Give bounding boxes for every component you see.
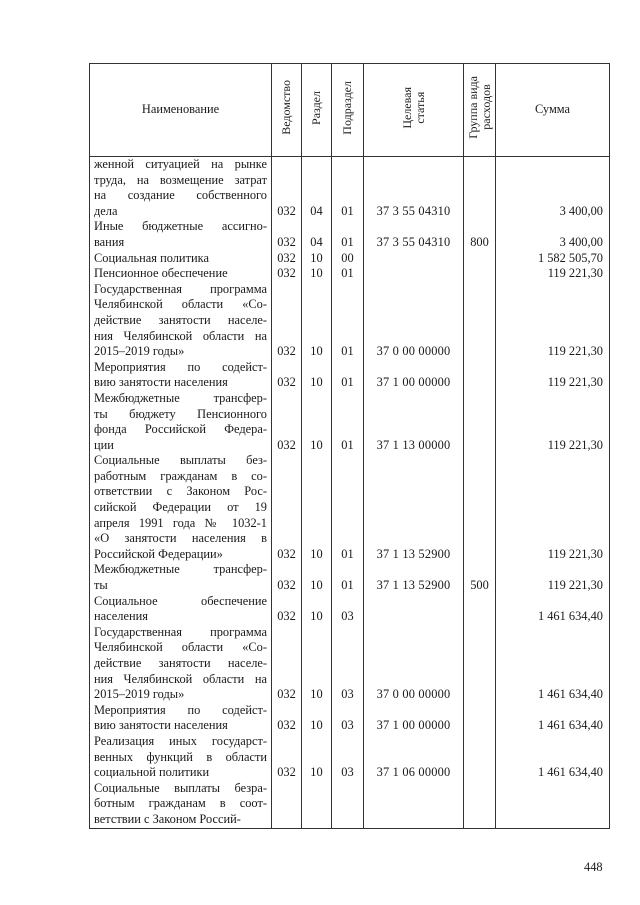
row-vedomstvo: 032	[272, 282, 302, 360]
row-podrazdel: 01	[332, 157, 364, 220]
row-vedomstvo: 032	[272, 625, 302, 703]
table-row	[90, 251, 610, 267]
header-gruppa-vida: Группа вида расходов	[464, 64, 496, 157]
header-name: Наименование	[90, 64, 272, 157]
row-gruppa-vida	[464, 157, 496, 220]
row-name-line: вию занятости населения	[94, 375, 228, 390]
row-name-line: труда, на возмещение затрат	[94, 172, 267, 187]
row-name-line: Мероприятия по содейст-	[94, 702, 267, 717]
table-row	[90, 703, 610, 734]
page-number: 448	[584, 860, 603, 874]
row-podrazdel: 01	[332, 360, 364, 391]
row-name-line: действие занятости населе-	[94, 656, 267, 670]
row-podrazdel	[332, 781, 364, 828]
row-celevaya-statya	[364, 594, 464, 625]
row-name-line: ния Челябинской области на	[94, 671, 267, 686]
row-gruppa-vida	[464, 453, 496, 562]
row-podrazdel: 01	[332, 562, 364, 593]
row-celevaya-statya: 37 3 55 04310	[364, 157, 464, 220]
row-podrazdel: 01	[332, 391, 364, 453]
row-vedomstvo: 032	[272, 266, 302, 282]
table-row	[90, 594, 610, 625]
header-summa: Сумма	[496, 64, 610, 157]
row-summa: 1 461 634,40	[496, 625, 610, 703]
row-podrazdel: 03	[332, 734, 364, 781]
header-razdel: Раздел	[302, 64, 332, 157]
row-name-line: сийской Федерации от 19	[94, 500, 267, 515]
header-celevaya-statya: Целевая статья	[364, 64, 464, 157]
table-row	[90, 391, 610, 453]
row-celevaya-statya	[364, 266, 464, 282]
row-razdel: 10	[302, 562, 332, 593]
row-name-line: ния Челябинской области на	[94, 328, 267, 343]
table-row	[90, 562, 610, 593]
row-gruppa-vida: 500	[464, 562, 496, 593]
row-podrazdel: 01	[332, 266, 364, 282]
table-row	[90, 157, 610, 220]
row-name	[90, 157, 272, 220]
row-name-line: дела	[94, 203, 118, 218]
row-name	[90, 594, 272, 625]
row-gruppa-vida: 800	[464, 219, 496, 250]
row-name-line: апреля 1991 года № 1032-1	[94, 515, 267, 530]
row-razdel: 10	[302, 734, 332, 781]
row-vedomstvo	[272, 781, 302, 828]
row-celevaya-statya: 37 1 00 00000	[364, 360, 464, 391]
row-name-line: ответствии с Законом Рос-	[94, 484, 267, 499]
row-summa	[496, 781, 610, 828]
row-name-line: ты	[94, 578, 108, 593]
row-razdel: 10	[302, 703, 332, 734]
row-name-line: Социальное обеспечение	[94, 593, 267, 608]
row-celevaya-statya: 37 1 13 52900	[364, 453, 464, 562]
row-name-line: социальной политики	[94, 765, 210, 780]
row-celevaya-statya: 37 1 06 00000	[364, 734, 464, 781]
row-name-line: населения	[94, 609, 148, 624]
header-podrazdel: Подраздел	[332, 64, 364, 157]
row-name	[90, 781, 272, 828]
row-name-line: работным гражданам в со-	[94, 468, 267, 483]
row-summa: 119 221,30	[496, 360, 610, 391]
row-razdel: 10	[302, 360, 332, 391]
row-podrazdel: 03	[332, 594, 364, 625]
row-name	[90, 703, 272, 734]
row-gruppa-vida	[464, 360, 496, 391]
table-header-row	[90, 64, 610, 157]
row-vedomstvo: 032	[272, 703, 302, 734]
row-name-line: Социальная политика	[94, 250, 209, 265]
row-name-line: Межбюджетные трансфер-	[94, 562, 267, 577]
row-name-line: Иные бюджетные ассигно-	[94, 219, 267, 234]
row-vedomstvo: 032	[272, 594, 302, 625]
table-row	[90, 734, 610, 781]
row-razdel: 10	[302, 282, 332, 360]
row-name	[90, 391, 272, 453]
row-podrazdel: 03	[332, 703, 364, 734]
row-name-line: вию занятости населения	[94, 718, 228, 733]
row-name	[90, 219, 272, 250]
row-gruppa-vida	[464, 734, 496, 781]
row-podrazdel: 01	[332, 282, 364, 360]
row-name-line: ветствии с Законом Россий-	[94, 811, 241, 826]
row-summa: 119 221,30	[496, 453, 610, 562]
row-name-line: Государственная программа	[94, 624, 267, 639]
table-row	[90, 781, 610, 828]
row-name	[90, 734, 272, 781]
table-row	[90, 266, 610, 282]
row-name-line: венных функций в области	[94, 749, 267, 764]
row-celevaya-statya: 37 0 00 00000	[364, 625, 464, 703]
row-celevaya-statya	[364, 781, 464, 828]
row-name-line: ботным гражданам в соот-	[94, 796, 267, 811]
row-name-line: 2015–2019 годы»	[94, 687, 185, 702]
row-celevaya-statya: 37 1 00 00000	[364, 703, 464, 734]
row-name	[90, 562, 272, 593]
row-gruppa-vida	[464, 781, 496, 828]
row-name	[90, 282, 272, 360]
row-summa: 1 461 634,40	[496, 594, 610, 625]
row-name-line: Челябинской области «Со-	[94, 297, 267, 312]
row-summa: 1 461 634,40	[496, 703, 610, 734]
row-name-line: вания	[94, 234, 125, 249]
row-razdel: 04	[302, 157, 332, 220]
row-summa: 1 582 505,70	[496, 251, 610, 267]
table-row	[90, 219, 610, 250]
row-gruppa-vida	[464, 594, 496, 625]
row-name-line: «О занятости населения в	[94, 531, 267, 546]
row-podrazdel: 01	[332, 453, 364, 562]
row-celevaya-statya	[364, 251, 464, 267]
row-celevaya-statya: 37 0 00 00000	[364, 282, 464, 360]
row-name-line: Государственная программа	[94, 281, 267, 296]
row-name-line: Челябинской области «Со-	[94, 640, 267, 655]
row-summa: 119 221,30	[496, 391, 610, 453]
table-row	[90, 360, 610, 391]
row-name	[90, 625, 272, 703]
row-celevaya-statya: 37 1 13 52900	[364, 562, 464, 593]
row-name	[90, 360, 272, 391]
row-vedomstvo: 032	[272, 453, 302, 562]
row-podrazdel: 01	[332, 219, 364, 250]
row-podrazdel: 03	[332, 625, 364, 703]
row-vedomstvo: 032	[272, 219, 302, 250]
row-vedomstvo: 032	[272, 157, 302, 220]
row-name-line: Пенсионное обеспечение	[94, 266, 228, 281]
table-row	[90, 453, 610, 562]
row-razdel: 10	[302, 391, 332, 453]
row-celevaya-statya: 37 3 55 04310	[364, 219, 464, 250]
row-celevaya-statya: 37 1 13 00000	[364, 391, 464, 453]
row-name-line: Социальные выплаты безра-	[94, 780, 267, 795]
row-gruppa-vida	[464, 703, 496, 734]
row-razdel	[302, 781, 332, 828]
row-razdel: 10	[302, 266, 332, 282]
row-name-line: Межбюджетные трансфер-	[94, 390, 267, 405]
row-name-line: Российской Федерации»	[94, 546, 223, 561]
row-name-line: действие занятости населе-	[94, 312, 267, 327]
row-gruppa-vida	[464, 266, 496, 282]
row-summa: 1 461 634,40	[496, 734, 610, 781]
row-name-line: ции	[94, 437, 114, 452]
row-name-line: ты бюджету Пенсионного	[94, 406, 267, 421]
table-row	[90, 282, 610, 360]
row-name	[90, 453, 272, 562]
row-summa: 119 221,30	[496, 282, 610, 360]
row-name-line: фонда Российской Федера-	[94, 422, 267, 437]
row-name-line: Реализация иных государст-	[94, 733, 267, 748]
row-name-line: Мероприятия по содейст-	[94, 359, 267, 374]
row-vedomstvo: 032	[272, 734, 302, 781]
row-gruppa-vida	[464, 251, 496, 267]
table-body	[90, 157, 610, 829]
row-razdel: 04	[302, 219, 332, 250]
row-summa: 119 221,30	[496, 562, 610, 593]
row-name-line: Социальные выплаты без-	[94, 453, 267, 468]
row-summa: 3 400,00	[496, 157, 610, 220]
row-summa: 119 221,30	[496, 266, 610, 282]
row-gruppa-vida	[464, 282, 496, 360]
row-razdel: 10	[302, 453, 332, 562]
row-razdel: 10	[302, 625, 332, 703]
row-gruppa-vida	[464, 391, 496, 453]
row-vedomstvo: 032	[272, 391, 302, 453]
row-vedomstvo: 032	[272, 251, 302, 267]
table-row	[90, 625, 610, 703]
row-razdel: 10	[302, 251, 332, 267]
row-gruppa-vida	[464, 625, 496, 703]
budget-table	[89, 63, 610, 829]
row-name	[90, 251, 272, 267]
row-summa: 3 400,00	[496, 219, 610, 250]
row-name	[90, 266, 272, 282]
row-vedomstvo: 032	[272, 562, 302, 593]
row-podrazdel: 00	[332, 251, 364, 267]
row-vedomstvo: 032	[272, 360, 302, 391]
row-name-line: женной ситуацией на рынке	[94, 157, 267, 171]
row-name-line: на создание собственного	[94, 188, 267, 203]
row-name-line: 2015–2019 годы»	[94, 344, 185, 359]
row-razdel: 10	[302, 594, 332, 625]
header-vedomstvo: Ведомство	[272, 64, 302, 157]
